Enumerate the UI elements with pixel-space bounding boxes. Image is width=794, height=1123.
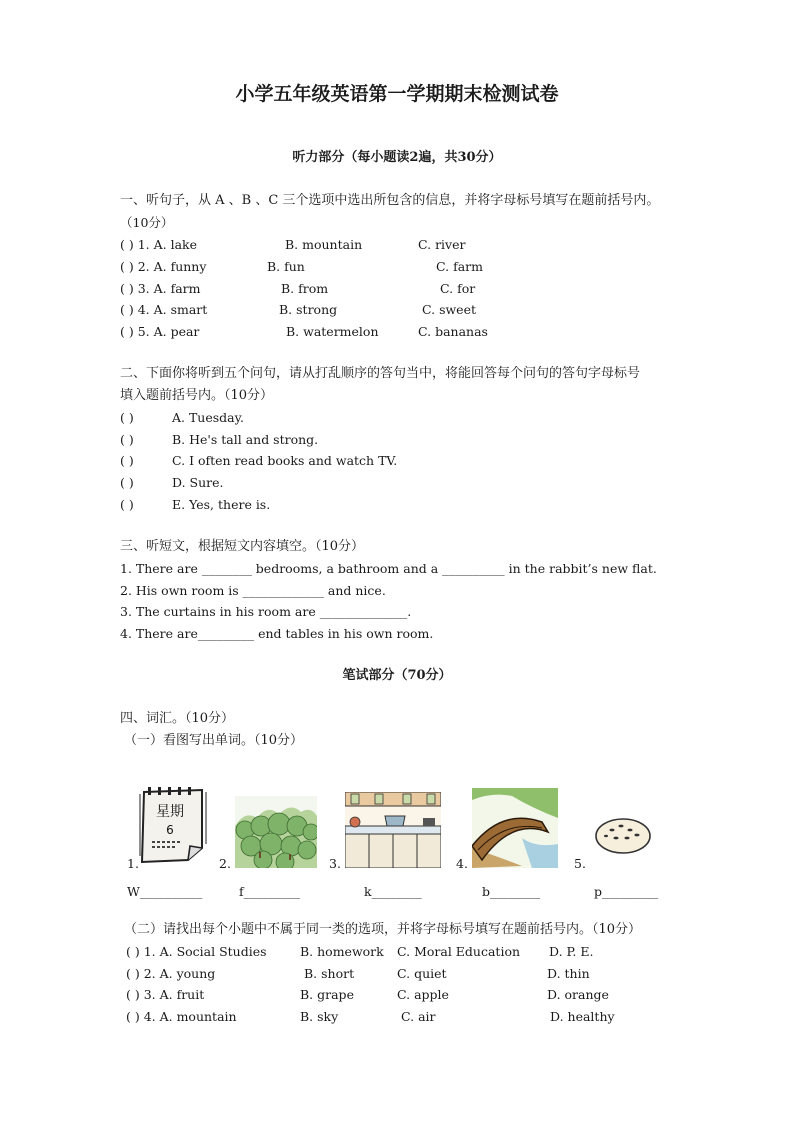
part1-item-2-c: C. farm xyxy=(436,259,483,274)
odd-item-3-d: D. orange xyxy=(547,987,609,1002)
bread-icon xyxy=(594,814,652,856)
part3-line-3: 3. The curtains in his room are ______________. xyxy=(120,604,412,619)
word-blank-3: k________ xyxy=(364,884,422,899)
word-blank-1: W__________ xyxy=(127,884,203,899)
bridge-icon xyxy=(472,788,558,868)
calendar-label: 星期 xyxy=(156,804,184,820)
part2-instruction-line1: 二、下面你将听到五个问句，请从打乱顺序的答句当中，将能回答每个问句的答句字母标号 xyxy=(120,366,641,381)
written-header: 笔试部分（70分） xyxy=(342,668,452,683)
picture-4-number: 4. xyxy=(456,856,468,871)
odd-item-2-c: C. quiet xyxy=(397,966,447,981)
part3-instruction: 三、听短文，根据短文内容填空。（10分） xyxy=(120,539,365,554)
part1-item-1-c: C. river xyxy=(418,237,466,252)
part3-line-4: 4. There are_________ end tables in his own room. xyxy=(120,626,434,641)
odd-item-2-a: ( ) 2. A. young xyxy=(126,966,216,981)
odd-item-1-b: B. homework xyxy=(300,944,384,959)
part1-item-5-c: C. bananas xyxy=(418,324,488,339)
part1-item-4-b: B. strong xyxy=(279,302,338,317)
part1-item-3-a: ( ) 3. A. farm xyxy=(120,281,201,296)
odd-item-4-a: ( ) 4. A. mountain xyxy=(126,1009,237,1024)
part1-item-2-a: ( ) 2. A. funny xyxy=(120,259,207,274)
part2-answer-1: A. Tuesday. xyxy=(172,410,245,425)
picture-5-number: 5. xyxy=(574,856,586,871)
part2-answer-5: E. Yes, there is. xyxy=(172,497,271,512)
listening-header: 听力部分（每小题读2遍，共30分） xyxy=(292,150,502,165)
odd-item-4-c: C. air xyxy=(401,1009,436,1024)
part2-answer-2: B. He's tall and strong. xyxy=(172,432,319,447)
picture-2-number: 2. xyxy=(219,856,231,871)
part4-sub2: （二）请找出每个小题中不属于同一类的选项，并将字母标号填写在题前括号内。（10分） xyxy=(124,922,642,937)
part1-item-3-b: B. from xyxy=(281,281,329,296)
odd-item-2-b: B. short xyxy=(304,966,355,981)
part1-item-3-c: C. for xyxy=(440,281,476,296)
picture-3-number: 3. xyxy=(329,856,341,871)
part2-bracket-5: ( ) xyxy=(120,497,134,512)
part2-bracket-1: ( ) xyxy=(120,410,134,425)
calendar-icon xyxy=(134,786,214,864)
odd-item-4-d: D. healthy xyxy=(550,1009,615,1024)
part2-answer-4: D. Sure. xyxy=(172,475,224,490)
odd-item-3-b: B. grape xyxy=(300,987,354,1002)
part2-bracket-4: ( ) xyxy=(120,475,134,490)
picture-1-number: 1. xyxy=(127,856,139,871)
part2-bracket-3: ( ) xyxy=(120,453,134,468)
part1-item-4-c: C. sweet xyxy=(422,302,476,317)
page-title: 小学五年级英语第一学期期末检测试卷 xyxy=(235,83,559,105)
part4-sub1: （一）看图写出单词。（10分） xyxy=(124,733,304,748)
word-blank-2: f_________ xyxy=(239,884,300,899)
odd-item-3-c: C. apple xyxy=(397,987,449,1002)
part1-item-1-a: ( ) 1. A. lake xyxy=(120,237,197,252)
part1-item-4-a: ( ) 4. A. smart xyxy=(120,302,208,317)
forest-icon xyxy=(235,796,317,868)
part1-instruction: 一、听句子，从 A 、B 、C 三个选项中选出所包含的信息，并将字母标号填写在题前括号内。 xyxy=(120,193,660,208)
odd-item-1-d: D. P. E. xyxy=(549,944,594,959)
odd-item-1-c: C. Moral Education xyxy=(397,944,521,959)
odd-item-2-d: D. thin xyxy=(547,966,590,981)
word-blank-4: b________ xyxy=(482,884,541,899)
part1-points: （10分） xyxy=(120,215,174,230)
part1-item-5-b: B. watermelon xyxy=(286,324,379,339)
word-blank-5: p_________ xyxy=(594,884,659,899)
odd-item-1-a: ( ) 1. A. Social Studies xyxy=(126,944,267,959)
calendar-day: 6 xyxy=(166,823,174,837)
part3-line-1: 1. There are ________ bedrooms, a bathroom and a __________ in the rabbit’s new flat. xyxy=(120,561,657,576)
part1-item-2-b: B. fun xyxy=(267,259,305,274)
part2-bracket-2: ( ) xyxy=(120,432,134,447)
part2-instruction-line2: 填入题前括号内。（10分） xyxy=(120,388,274,403)
part3-line-2: 2. His own room is _____________ and nice. xyxy=(120,583,386,598)
part1-item-1-b: B. mountain xyxy=(285,237,363,252)
odd-item-4-b: B. sky xyxy=(300,1009,339,1024)
part4-instruction: 四、词汇。（10分） xyxy=(120,711,235,726)
odd-item-3-a: ( ) 3. A. fruit xyxy=(126,987,205,1002)
kitchen-icon xyxy=(345,792,441,868)
part1-item-5-a: ( ) 5. A. pear xyxy=(120,324,200,339)
part2-answer-3: C. I often read books and watch TV. xyxy=(172,453,398,468)
